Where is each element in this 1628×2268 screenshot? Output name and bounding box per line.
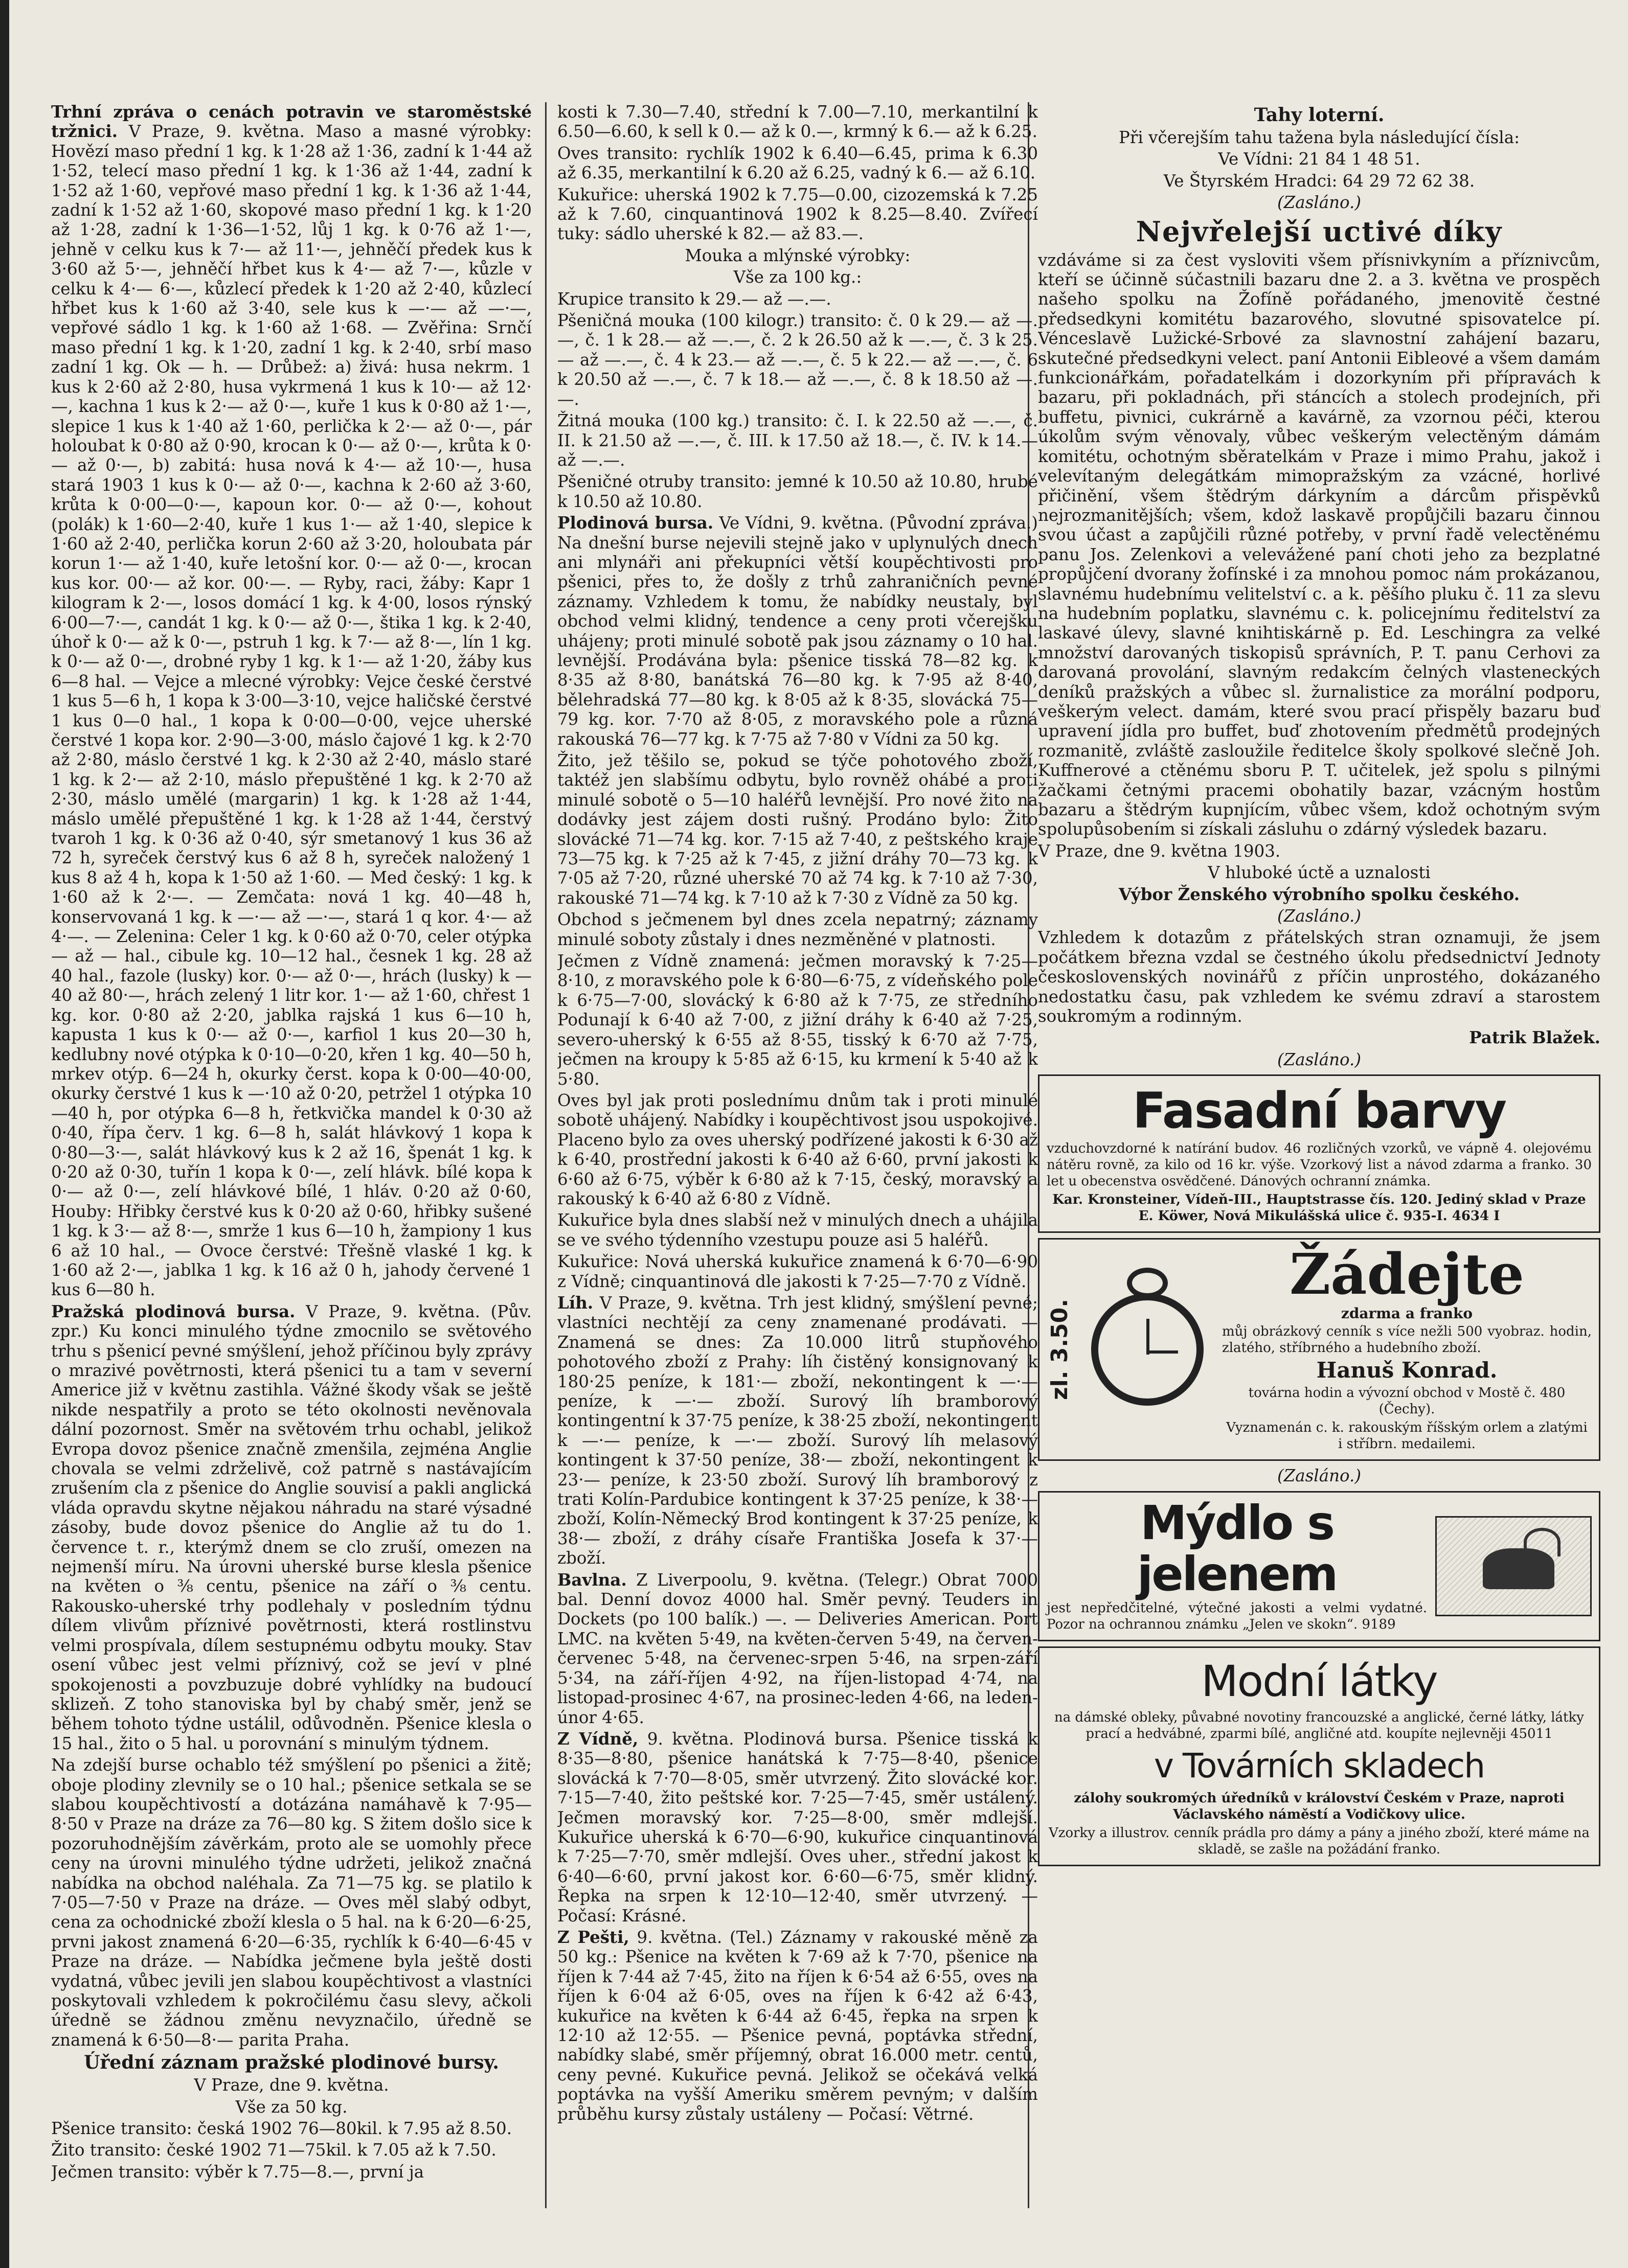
paragraph: Ječmen transito: výběr k 7.75—8.—, první ja bbox=[51, 2162, 424, 2182]
blazek-notice: Vzhledem k dotazům z přátelských stran oznamuji, že jsem počátkem března vzdal se čestného úkolu předsednictví Jednoty československých novinářů z příčin unprostého, dokázaného nedostatku času, pak vzhledem ke svému zdraví a starostem soukromým a rodinným. bbox=[1038, 928, 1600, 1026]
ad-text: vzduchovzdorné k natírání budov. 46 rozličných vzorků, ve vápně 4. olejovému nátěru rovně, za kilo od 16 kr. výše. Vzorkový list a návod zdarma a franko. 30 let u obecenstva osvědčené. Dánových ochranní známka. bbox=[1047, 1141, 1592, 1189]
article-prague-exchange: Pražská plodinová bursa. V Praze, 9. května. (Pův. zpr.) Ku konci minulého týdne zmocnilo se světového trhu s pšenicí pevné smýšlení, jehož příčinou byly zprávy o mrazivé povětrnosti, která pšenici tu a tam v severní Americe již v květnu zastihla. Vážné škody však se ještě nikde nespatřily a proto se této okolnosti nevěnovala dální pozornost. Směr na světovém trhu ochabl, jelikož Evropa dovoz pšenice značně zmenšila, zejména Anglie chovala se velmi zdrželivě, což patrně s nastávajícím zrušením cla z pšenice do Anglie souvisí a pakli anglická vláda opravdu skytne nějakou náhradu na staré výsadné zásoby, bude dovoz pšenice do Anglie až tu do 1. července t. r., kterýmž dnem se clo zruší, omezen na nejmenší míru. Na úrovni uherské burse klesla pšenice na květen o ⅜ centu, pšenice na září o ⅜ centu. Rakousko-uherské trhy podlehaly v posledním týdnu dílem vlivům příznivé povětrnosti, která rostlinstvu velmi prospívala, dílem sestupnému odbytu mouky. Stav osení vůbec jest velmi příznivý, což se jeví v plné spokojenosti a povzbuzuje dobré vyhlídky na budoucí sklizeň. Z toho stanoviska byl by chabý směr, jenž se během tohoto týdne ustálil, odůvodněn. Pšenice klesla o 15 hal., žito o 5 hal. u porovnání s minulým týdnem. bbox=[51, 1301, 532, 1753]
lottery-graz: Ve Štyrském Hradci: 64 29 72 62 38. bbox=[1163, 171, 1475, 191]
paragraph: Kukuřice: Nová uherská kukuřice znamená k 6·70—6·90 z Vídně; cinquantinová dle jakosti k 7·25—7·70 z Vídně. bbox=[557, 1252, 1038, 1291]
paragraph: Oves byl jak proti poslednímu dnům tak i proti minulé sobotě uhájený. Nabídky i koupěchtivost jsou uspokojivé. Placeno bylo za oves uherský podřízené jakosti k 6·30 až k 6·40, prostřední jakosti k 6·40 až 6·60, první jakosti k 6·60 až 6·75, výběr k 6·80 až k 7·15, český, moravský a rakouský k 6·40 až 6·80 z Vídně. bbox=[557, 1090, 1038, 1208]
paragraph: Žito, jež těšilo se, pokud se týče pohotového zboží, taktéž jen slabšímu odbytu, bylo rovněž ohábé a proti minulé sobotě o 5—10 haléřů levnější. Pro nové žito na dodávky jest zájem dosti rušný. Prodáno bylo: Žito slovácké 71—74 kg. kor. 7·15 až 7·40, z peštského kraje 73—75 kg. k 7·25 až k 7·45, z jižní dráhy 70—73 kg. k 7·05 až 7·20, různé uherské 70 až 74 kg. k 7·10 až 7·30, rakouské 71—74 kg. k 7·10 až k 7·30 z Vídně za 50 kg. bbox=[557, 751, 1038, 908]
column-2 bbox=[557, 102, 1038, 2224]
article-market-prices: Trhní zpráva o cenách potravin ve staroměstské tržnici. V Praze, 9. května. Maso a masné výrobky: Hovězí maso přední 1 kg. k 1·28 až 1·36, zadní k 1·44 až 1·52, telecí maso přední 1 kg. k 1·36 až 1·44, zadní k 1·52 až 1·60, vepřové maso přední 1 kg. k 1·36 až 1·44, zadní k 1·52 až 1·60, skopové maso přední 1 kg. k 1·20 až 1·28, zadní k 1·36—1·52, lůj 1 kg. k 0·76 až 1·—, jehně v celku kus k 7·— až 11·—, jehněčí předek kus k 3·60 až 5·—, jehněčí hřbet kus k 4·— až 7·—, kůzle v celku k 4·— 6·—, kůzlecí předek k 1·20 až 2·40, kůzlecí hřbet kus k 1·60 až 3·40, sele kus k —·— až —·—, vepřové sádlo 1 kg. k 1·60 až 1·68. — Zvěřina: Srnčí maso přední 1 kg. k 1·20, zadní 1 kg. k 2·40, srbí maso zadní 1 kg. Ok — h. — Drůbež: a) živá: husa nekrm. 1 kus k 2·60 až 2·80, husa vykrmená 1 kus k 10·— až 12·—, kachna 1 kus k 2·— až 0·—, kuře 1 kus k 0·80 až 1·—, slepice 1 kus k 1·40 až 1·60, perlička k 2·— až 0·—, pár holoubat k 0·80 až 0·90, krocan k 0·— až 0·—, krůta k 0·— až 0·—, b) zabitá: husa nová k 4·— až 10·—, husa stará 1903 1 kus k 0·— až 0·—, kachna k 2·60 až 3·60, krůta k 0·00—0·—, kapoun kor. 0·— až 0·—, kohout (polák) k 1·60—2·40, kuře 1 kus 1·— až 1·40, slepice k 1·60 až 2·40, perlička korun 2·60 až 3·20, holoubata pár korun 1·— až 1·40, kuře letošní kor. 0·— až 0·—, krocan kus kor. 00·— až kor. 00·—. — Ryby, raci, žáby: Kapr 1 kilogram k 2·—, losos domácí 1 kg. k 4·00, losos rýnský 6·00—7·—, candát 1 kg. k 0·— až 0·—, štika 1 kg. k 2·40, úhoř k 0·— až k 0·—, pstruh 1 kg. k 7·— až 8·—, lín 1 kg. k 0·— až 0·—, drobné ryby 1 kg. k 1·— až 1·20, žáby kus 6—8 hal. — Vejce a mlecné výrobky: Vejce české čerstvé 1 kus 5—6 h, 1 kopa k 3·00—3·10, vejce haličské čerstvé 1 kus 0—0 hal., 1 kopa k 0·00—0·00, vejce uherské čerstvé 1 kopa kor. 2·90—3·00, máslo čajové 1 kg. k 2·70 až 2·80, máslo čerstvé 1 kg. k 2·30 až 2·40, máslo staré 1 kg. k 2·— až 2·10, máslo přepuštěné 1 kg. k 2·70 až 2·30, máslo umělé (margarin) 1 kg. k 1·28 až 1·44, máslo umělé přepuštěné 1 kg. k 1·28 až 1·44, čerstvý tvaroh 1 kg. k 0·36 až 0·40, sýr smetanový 1 kus 36 až 72 h, syreček čerstvý kus 6 až 8 h, syreček naložený 1 kus 8 až 4 h, kopa k 1·50 až 1·60. — Med český: 1 kg. k 1·60 až k 2·—. — Zemčata: nová 1 kg. 40—48 h, konservovaná 1 kg. k —·— až —·—, stará 1 q kor. 4·— až 4·—. — Zelenina: Celer 1 kg. k 0·60 až 0·70, celer otýpka — až — hal., cibule kg. 10—12 hal., česnek 1 kg. 28 až 40 hal., fazole (lusky) kor. 0·— až 0·—, hrách (lusky) k —40 až 80·—, hrách zelený 1 litr kor. 1·— až 1·60, chřest 1 kg. kor. 0·80 až 2·20, jablka rajská 1 kus 6—10 h, kapusta 1 kus k 0·— až 0·—, karfiol 1 kus 20—30 h, kedlubny nové otýpka k 0·10—0·20, křen 1 kg. 40—50 h, mrkev otýp. 6—24 h, okurky čerst. kopa k 0·00—40·00, okurky čerstvé 1 kus k —·10 až 0·20, petržel 1 otýpka 10—40 h, por otýpka 6—8 h, řetkvička mandel k 0·30 až 0·40, řípa červ. 1 kg. 6—8 h, salát hlávkový 1 kopa k 0·80—3·—, salát hlávkový kus k 2 až 16, špenát 1 kg. k 0·20 až 0·30, tuřín 1 kopa k 0·—, zelí hlávk. bílé kopa k 0·— až 0·—, zelí hlávkové bílé, 1 hláv. 0·20 až 0·60, Houby: Hřibky čerstvé kus k 0·20 až 0·60, hřibky sušené 1 kg. k 3·— až 8·—, smrže 1 kus 6—10 h, žampiony 1 kus 6 až 10 hal., — Ovoce čerstvé: Třešně vlaské 1 kg. k 1·60 až 2·—, jablka 1 kg. k 16 až 0 h, jahody červené 1 kus 6—80 h. bbox=[51, 102, 532, 1300]
article-vienna: Z Vídně, 9. května. Plodinová bursa. Pšenice tisská k 8·35—8·80, pšenice hanátská k 7·75—8·40, pšenice slovácká k 7·70—8·05, směr utvrzený. Žito slovácké kor. 7·15—7·40, žito peštské kor. 7·25—7·45, směr ustálený. Ječmen moravský kor. 7·25—8·00, směr mdlejší. Kukuřice uherská k 6·70—6·90, kukuřice cinquantinová k 7·25—7·70, směr mdlejší. Oves uher., střední jakost k 6·40—6·60, první jakost kor. 6·60—6·75, směr klidný. Řepka na srpen k 12·10—12·40, směr utvrzený. — Počasí: Krásné. bbox=[557, 1728, 1038, 1926]
thanks-heading: Nejvřelejší uctivé díky bbox=[1136, 215, 1503, 248]
thanks-signature: Výbor Ženského výrobního spolku českého. bbox=[1118, 884, 1520, 904]
ad-title: Mýdlo s jelenem bbox=[1137, 1495, 1337, 1601]
ad-title: Žádejte bbox=[1289, 1241, 1525, 1308]
paragraph: Pšeničné otruby transito: jemné k 10.50 až 10.80, hrubé k 10.50 až 10.80. bbox=[557, 472, 1038, 511]
zaslano-label: (Zasláno.) bbox=[1277, 1466, 1362, 1486]
article-heading: Z Pešti, bbox=[557, 1927, 629, 1947]
paragraph: Žitná mouka (100 kg.) transito: č. I. k 22.50 až —.—, č. II. k 21.50 až —.—, č. III. k 17.50 až 18.—, č. IV. k 14.— až —.—. bbox=[557, 411, 1038, 470]
section-heading: Úřední záznam pražské plodinové bursy. bbox=[84, 2052, 499, 2074]
column-3 bbox=[1038, 102, 1600, 2224]
article-spirits: Líh. V Praze, 9. května. Trh jest klidný, smýšlení pevné; vlastníci nechtějí za ceny znamenané prodávati. — Znamená se dnes: Za 10.000 litrů stupňového pohotového zboží z Prahy: líh čistěný konsignovaný k 180·25 peníze, k 181·— zboží, nekontingent k —·— peníze, k —·— zboží. Surový líh bramborový kontingentní k 37·75 peníze, k 38·25 zboží, nekontingent k —·— peníze, k —·— zboží. Surový líh melasový kontingent k 37·50 peníze, 38·— zboží, nekontingent k 23·— peníze, k 23·50 zboží. Surový líh bramborový z trati Kolín-Pardubice kontingent k 37·25 peníze, k 38·— zboží, Kolín-Německý Brod kontingent k 37·25 peníze, k 38·— zboží, z dráhy císaře Františka Josefa k 37·— zboží. bbox=[557, 1292, 1038, 1568]
article-cotton: Bavlna. Z Liverpoolu, 9. května. (Telegr.) Obrat 7000 bal. Denní dovoz 4000 hal. Směr pevný. Teuders in Dockets (po 100 balík.) —. — Deliveries American. Port LMC. na květen 5·49, na květen-červen 5·49, na červen-červenec 5·48, na červenec-srpen 5·46, na srpen-září 5·34, na září-říjen 4·92, na říjen-listopad 4·74, na listopad-prosinec 4·67, na prosinec-leden 4·66, na leden-únor 4·65. bbox=[557, 1569, 1038, 1727]
unit-line: Vše za 50 kg. bbox=[235, 2097, 348, 2117]
ad-note: Vyznamenán c. k. rakouským říšským orlem a zlatými i stříbrn. medailemi. bbox=[1226, 1420, 1588, 1452]
article-heading: Bavlna. bbox=[557, 1569, 627, 1590]
ad-text: zálohy soukromých úředníků v království Českém v Praze, naproti Václavského náměstí a Vodičkovy ulice. bbox=[1074, 1790, 1565, 1822]
ad-firm: Kar. Kronsteiner, Vídeň-III., Hauptstrasse čís. 120. Jediný sklad v Praze E. Köwer, Nová Mikulášská ulice č. 935-I. 4634 I bbox=[1052, 1192, 1586, 1224]
ad-firm: Hanuš Konrad. bbox=[1316, 1358, 1498, 1383]
thanks-text: vzdáváme si za čest vysloviti všem přísnivkyním a příznivcům, kteří se účinně súčastnili bazaru dne 2. a 3. května ve prospěch našeho spolku na Žofíně pořádaného, jmenovitě čestné předsedkyni komitétu bazarového, slovutné spisovatelce pí. Vénceslavě Lužické-Srbové za slavnostní zahájení bazaru, skutečné předsedkyni velect. paní Antonii Eibleové a všem damám funkcionářkám, pořadatelkám i dozorkyním při přípravách k bazaru, při pokladnách, při stáncích a stolech prodejních, při buffetu, pivnici, cukrárně a kavárně, za vzornou péči, kterou úkolům svým věnovaly, vůbec veškerým velectěným dámám komitétu, ochotným sběratelkám v Praze i mimo Prahu, jakož i velevítaným delegátkám mimopražským za vzácné, horlivé přičinění, všem štědrým dárkyním a dárcům přispěvků nejrozmanitějších; všem, kdož laskavě propůjčili bazaru činnou svou účast a zapůjčili různé potřeby, v první řadě velectěnému panu Jos. Zelenkovi a velevážené paní choti jeho za bezplatné propůjčení dvorany žofínské i za mnohou pomoc nám prokázanou, slavnému hudebnímu velitelství c. a k. pěšího pluku č. 11 za slevu na hudebním poplatku, slavnému c. k. policejnímu ředitelství za laskavé úlevy, slavné knihtiskárně p. Ed. Leschingra za velké množství darovaných tiskopisů správních, P. T. panu Cerhovi za darovaná provolání, slavným redakcím čelných vlasteneckých deníků pražských a vůbec sl. žurnalistice za morální podporu, veškerým velect. damám, které svou prací přispěly bazaru buď upravení jídla pro buffet, buď zhotovením předmětů prodejných rozmanitě, zvláště zasloužile ředitelce školy spolkové slečně Joh. Kuffnerové a ctěnému sboru P. T. učitelek, jež spolu s pilnými žačkami četnými pracemi obohatily bazar, vzácným hostům bazaru a štědrým kupnjícím, vůbec všem, kdož ochotným svým spolupůsobením si získali zásluhu o zdárný výsledek bazaru. bbox=[1038, 250, 1600, 839]
paragraph: Na zdejší burse ochablo též smýšlení po pšenici a žitě; oboje plodiny zlevnily se o 10 hal.; pšenice setkala se se slabou koupěchtivostí a dotázána namáhavě k 7·95—8·50 v Praze na dráze za 76—80 kg. S žitem došlo sice k pozoruhodnějším závěrkám, proto ale se uomohly přece ceny na úrovni minulého týdne udržeti, jelikož značná nabídka na obchod naléhala. Za 71—75 kg. se platilo k 7·05—7·50 v Praze na dráze. — Oves měl slabý odbyt, cena za ochodnické zboží klesla o 5 hal. na k 6·20—6·25, prvni jakost znamená 6·20—6·35, rychlík k 6·40—6·45 v Praze na dráze. — Nabídka ječmene byla ještě dosti vydatná, vůbec jevili jen slabou koupěchtivost a vlastníci poskytovali vzhledem k pokročilému času slevy, ačkoli úředně se žádnou změnu nevyznačilo, úředně se znamená k 6·50—8·— parita Praha. bbox=[51, 1755, 532, 2050]
dateline: V Praze, dne 9. května. bbox=[194, 2075, 389, 2095]
zaslano-label: (Zasláno.) bbox=[1277, 193, 1362, 213]
paragraph: Krupice transito k 29.— až —.—. bbox=[557, 289, 831, 309]
article-pest: Z Pešti, 9. května. (Tel.) Záznamy v rakouské měně za 50 kg.: Pšenice na květen k 7·69 až k 7·70, pšenice na říjen k 7·44 až 7·45, žito na říjen k 6·54 až 6·55, oves na říjen k 6·04 až 6·05, oves na říjen k 6·42 až 6·43, kukuřice na květen k 6·44 až 6·45, řepka na srpen k 12·10 až 12·55. — Pšenice pevná, poptávka střední, nabídky slabé, směr příjemný, obrat 16.000 metr. centů, ceny pevné. Kukuřice pevná. Jelikož se očekává velká poptávka na vyšší Ameriku směrem pevným; v dalším průběhu kursy zůstaly ustáleny — Počasí: Větrné. bbox=[557, 1927, 1038, 2124]
article-heading: Plodinová bursa. bbox=[557, 513, 714, 533]
paragraph: Pšenice transito: česká 1902 76—80kil. k 7.95 až 8.50. bbox=[51, 2119, 512, 2139]
zaslano-label: (Zasláno.) bbox=[1277, 906, 1362, 926]
ad-soap bbox=[1038, 1491, 1600, 1641]
article-heading: Pražská plodinová bursa. bbox=[51, 1301, 296, 1321]
ad-text: na dámské obleky, půvabné novotiny francouzské a anglické, černé látky, látky prací a hedvábné, zparmi bílé, angličné atd. koupíte nejlevněji 45011 bbox=[1054, 1709, 1584, 1742]
ad-price: zl. 3.50. bbox=[1047, 1299, 1073, 1401]
article-heading: Z Vídně, bbox=[557, 1728, 639, 1749]
ad-text: jest nepředčitelné, výtečné jakosti a velmi vydatné. Pozor na ochrannou známku „Jelen ve skokn“. 9189 bbox=[1047, 1600, 1427, 1632]
paragraph: kosti k 7.30—7.40, střední k 7.00—7.10, merkantilní k 6.50—6.60, k sell k 0.— až k 0.—, krmný k 6.— až k 6.25. bbox=[557, 102, 1038, 142]
ad-text: můj obrázkový cenník s více nežli 500 vyobraz. hodin, zlatého, stříbrného a hudebního zboží. bbox=[1222, 1324, 1592, 1356]
paragraph: Pšeničná mouka (100 kilogr.) transito: č. 0 k 29.— až —.—, č. 1 k 28.— až —.—, č. 2 k 26.50 až k —.—, č. 3 k 25.— až —.—, č. 4 k 23.— až —.—, č. 5 k 22.— až —.—, č. 6 k 20.50 až —.—, č. 7 k 18.— až —.—, č. 8 k 18.50 až —.—. bbox=[557, 311, 1038, 409]
column-rule bbox=[545, 102, 547, 2208]
paragraph: Obchod s ječmenem byl dnes zcela nepatrný; záznamy minulé soboty zůstaly i dnes nezměněné v platnosti. bbox=[557, 910, 1038, 949]
paragraph: Kukuřice: uherská 1902 k 7.75—0.00, cizozemská k 7.25 až k 7.60, cinquantinová 1902 k 8.25—8.40. Zvířecí tuky: sádlo uherské k 82.— až 83.—. bbox=[557, 185, 1038, 244]
thanks-closing: V hluboké úctě a uznalosti bbox=[1208, 863, 1431, 883]
lottery-intro: Při včerejším tahu tažena byla následující čísla: bbox=[1118, 128, 1520, 147]
ad-watches bbox=[1038, 1238, 1600, 1461]
ad-title: Fasadní barvy bbox=[1132, 1082, 1506, 1140]
alarm-clock-icon bbox=[1081, 1263, 1214, 1436]
article-vienna-exchange: Plodinová bursa. Ve Vídni, 9. května. (Původní zpráva.) Na dnešní burse nejevili stejně jako v uplynulých dnech ani mlynáři ani překupníci větší koupěchtivosti pro pšenici, přes to, že došly z trhů zahraničních pevné záznamy. Vzhledem k tomu, že nabídky neustaly, byl obchod velmi klidný, tendence a ceny proti včerejšku uhájeny; proti minulé sobotě pak jsou záznamy o 10 hal. levnější. Prodávána byla: pšenice tisská 78—82 kg. k 8·35 až 8·80, banátská 76—80 kg. k 7·95 až 8·40, bělehradská 77—80 kg. k 8·05 až k 8·35, slovácká 75—79 kg. kor. 7·70 až 8·05, z moravského pole a různá rakouská 76—77 kg. k 7·75 až 7·80 v Vídni za 50 kg. bbox=[557, 513, 1038, 749]
ad-title: Modní látky bbox=[1201, 1656, 1437, 1706]
deer-logo-icon bbox=[1435, 1516, 1592, 1616]
ad-fashion-fabrics bbox=[1038, 1646, 1600, 1866]
thanks-date: V Praze, dne 9. května 1903. bbox=[1038, 841, 1281, 861]
zaslano-label: (Zasláno.) bbox=[1277, 1049, 1362, 1069]
article-heading: Trhní zpráva o cenách potravin ve staroměstské tržnici. bbox=[51, 102, 532, 142]
ad-firm-detail: továrna hodin a vývozní obchod v Mostě č. 480 (Čechy). bbox=[1248, 1385, 1566, 1417]
ad-title-secondary: v Továrních skladech bbox=[1154, 1746, 1485, 1785]
section-heading: Mouka a mlýnské výrobky: bbox=[685, 245, 911, 265]
paragraph: Žito transito: české 1902 71—75kil. k 7.05 až k 7.50. bbox=[51, 2140, 496, 2160]
ad-text: Vzorky a illustrov. cenník prádla pro dámy a pány a jiného zboží, které máme na skladě, se zašle na požádání franko. bbox=[1048, 1825, 1590, 1857]
ad-facade-paints bbox=[1038, 1074, 1600, 1233]
column-1 bbox=[51, 102, 532, 2224]
paragraph: Kukuřice byla dnes slabší než v minulých dnech a uhájila se ve svého týdenního vzestupu pouze asi 5 haléřů. bbox=[557, 1210, 1038, 1250]
page-edge bbox=[0, 0, 9, 2268]
blazek-signature: Patrik Blažek. bbox=[1469, 1027, 1600, 1048]
unit-line: Vše za 100 kg.: bbox=[733, 267, 862, 287]
ad-subtitle: zdarma a franko bbox=[1341, 1305, 1473, 1322]
lottery-vienna: Ve Vídni: 21 84 1 48 51. bbox=[1218, 149, 1420, 169]
article-heading: Líh. bbox=[557, 1292, 594, 1313]
lottery-heading: Tahy loterní. bbox=[1254, 104, 1385, 126]
paragraph: Oves transito: rychlík 1902 k 6.40—6.45, prima k 6.30 až 6.35, merkantilní k 6.20 až 6.25, vadný k 6.— až 6.10. bbox=[557, 143, 1038, 183]
paragraph: Ječmen z Vídně znamená: ječmen moravský k 7·25—8·10, z moravského pole k 6·80—6·75, z vídeňského pole k 6·75—7·00, slovácký k 6·80 až k 7·75, ze středního Podunají k 6·40 až 7·00, z jižní dráhy k 6·40 až 7·25, severo-uherský k 6·55 až 8·55, tisský k 6·70 až 7·75, ječmen na kroupy k 5·85 až 6·15, ku krmení k 5·40 až k 5·80. bbox=[557, 951, 1038, 1089]
